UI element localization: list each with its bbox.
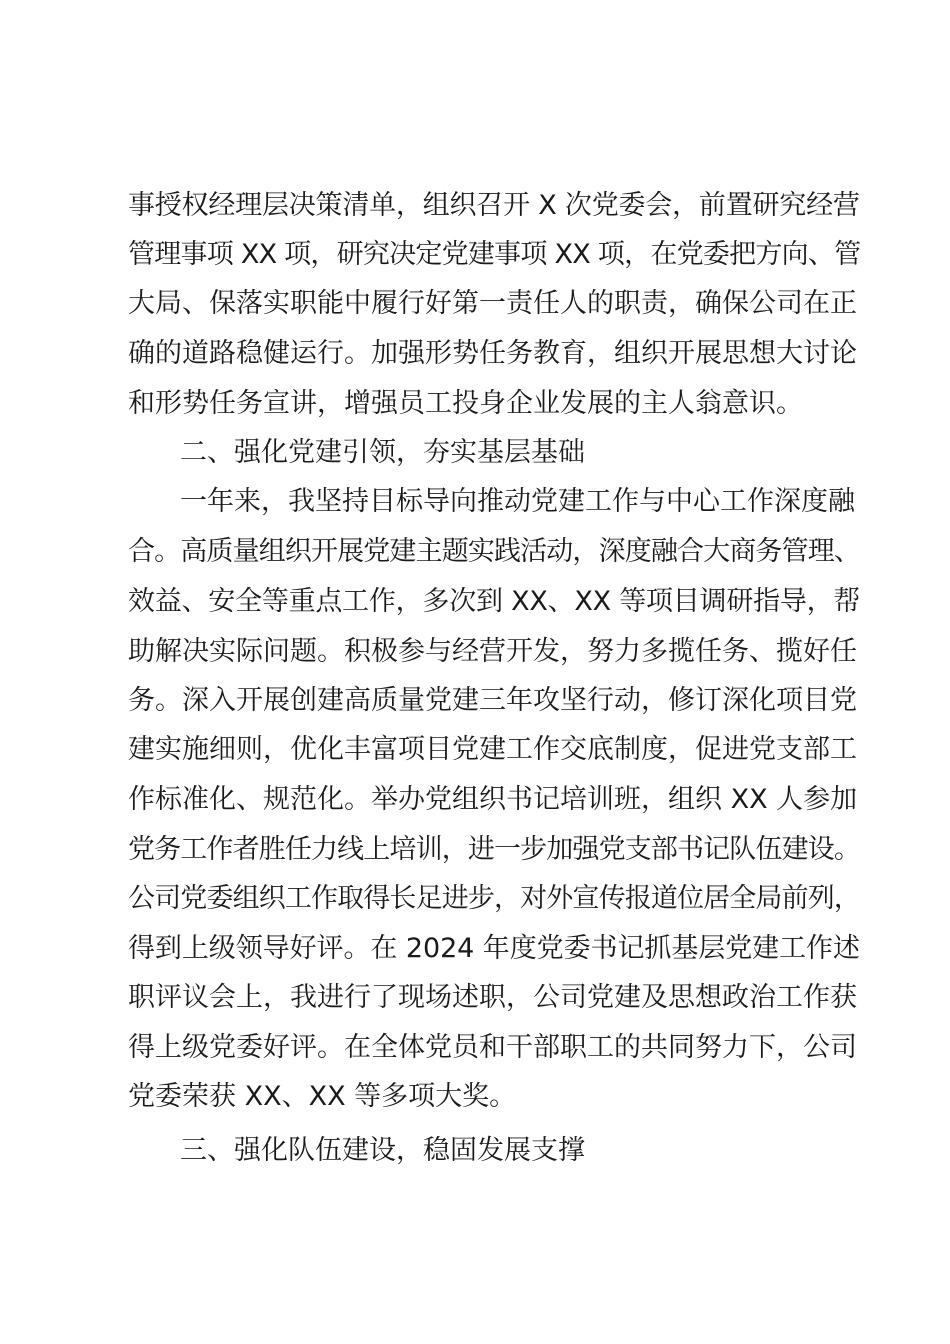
paragraph-2-line-8: 党务工作者胜任力线上培训，进一步加强党支部书记队伍建设。 (128, 834, 860, 865)
paragraph-2-line-10: 得到上级领导好评。在 2024 年度党委书记抓基层党建工作述 (128, 933, 860, 964)
paragraph-2-line-12: 得上级党委好评。在全体党员和干部职工的共同努力下，公司 (128, 1032, 857, 1063)
section-heading-3: 三、强化队伍建设，稳固发展支撑 (180, 1135, 585, 1166)
paragraph-2-line-9: 公司党委组织工作取得长足进步，对外宣传报道位居全局前列， (128, 883, 860, 914)
paragraph-2-line-13: 党委荣获 XX、XX 等多项大奖。 (128, 1081, 517, 1112)
paragraph-1-line-1: 事授权经理层决策清单，组织召开 X 次党委会，前置研究经营 (128, 190, 860, 221)
paragraph-1-line-3: 大局、保落实职能中履行好第一责任人的职责，确保公司在正 (128, 288, 857, 319)
paragraph-1-line-4: 确的道路稳健运行。加强形势任务教育，组织开展思想大讨论 (128, 338, 857, 369)
paragraph-2-line-5: 务。深入开展创建高质量党建三年攻坚行动，修订深化项目党 (128, 685, 857, 716)
paragraph-2-line-11: 职评议会上，我进行了现场述职，公司党建及思想政治工作获 (128, 982, 857, 1013)
paragraph-2-line-3: 效益、安全等重点工作，多次到 XX、XX 等项目调研指导，帮 (128, 586, 861, 617)
section-heading-2: 二、强化党建引领，夯实基层基础 (180, 437, 585, 468)
paragraph-1-line-2: 管理事项 XX 项，研究决定党建事项 XX 项，在党委把方向、管 (128, 239, 861, 270)
paragraph-2-line-6: 建实施细则，优化丰富项目党建工作交底制度，促进党支部工 (128, 734, 857, 765)
paragraph-2-line-1: 一年来，我坚持目标导向推动党建工作与中心工作深度融 (180, 486, 855, 517)
paragraph-2-line-2: 合。高质量组织开展党建主题实践活动，深度融合大商务管理、 (128, 536, 860, 567)
paragraph-1-line-5: 和形势任务宣讲，增强员工投身企业发展的主人翁意识。 (128, 388, 803, 419)
paragraph-2-line-7: 作标准化、规范化。举办党组织书记培训班，组织 XX 人参加 (128, 784, 858, 815)
paragraph-2-line-4: 助解决实际问题。积极参与经营开发，努力多揽任务、揽好任 (128, 636, 857, 667)
